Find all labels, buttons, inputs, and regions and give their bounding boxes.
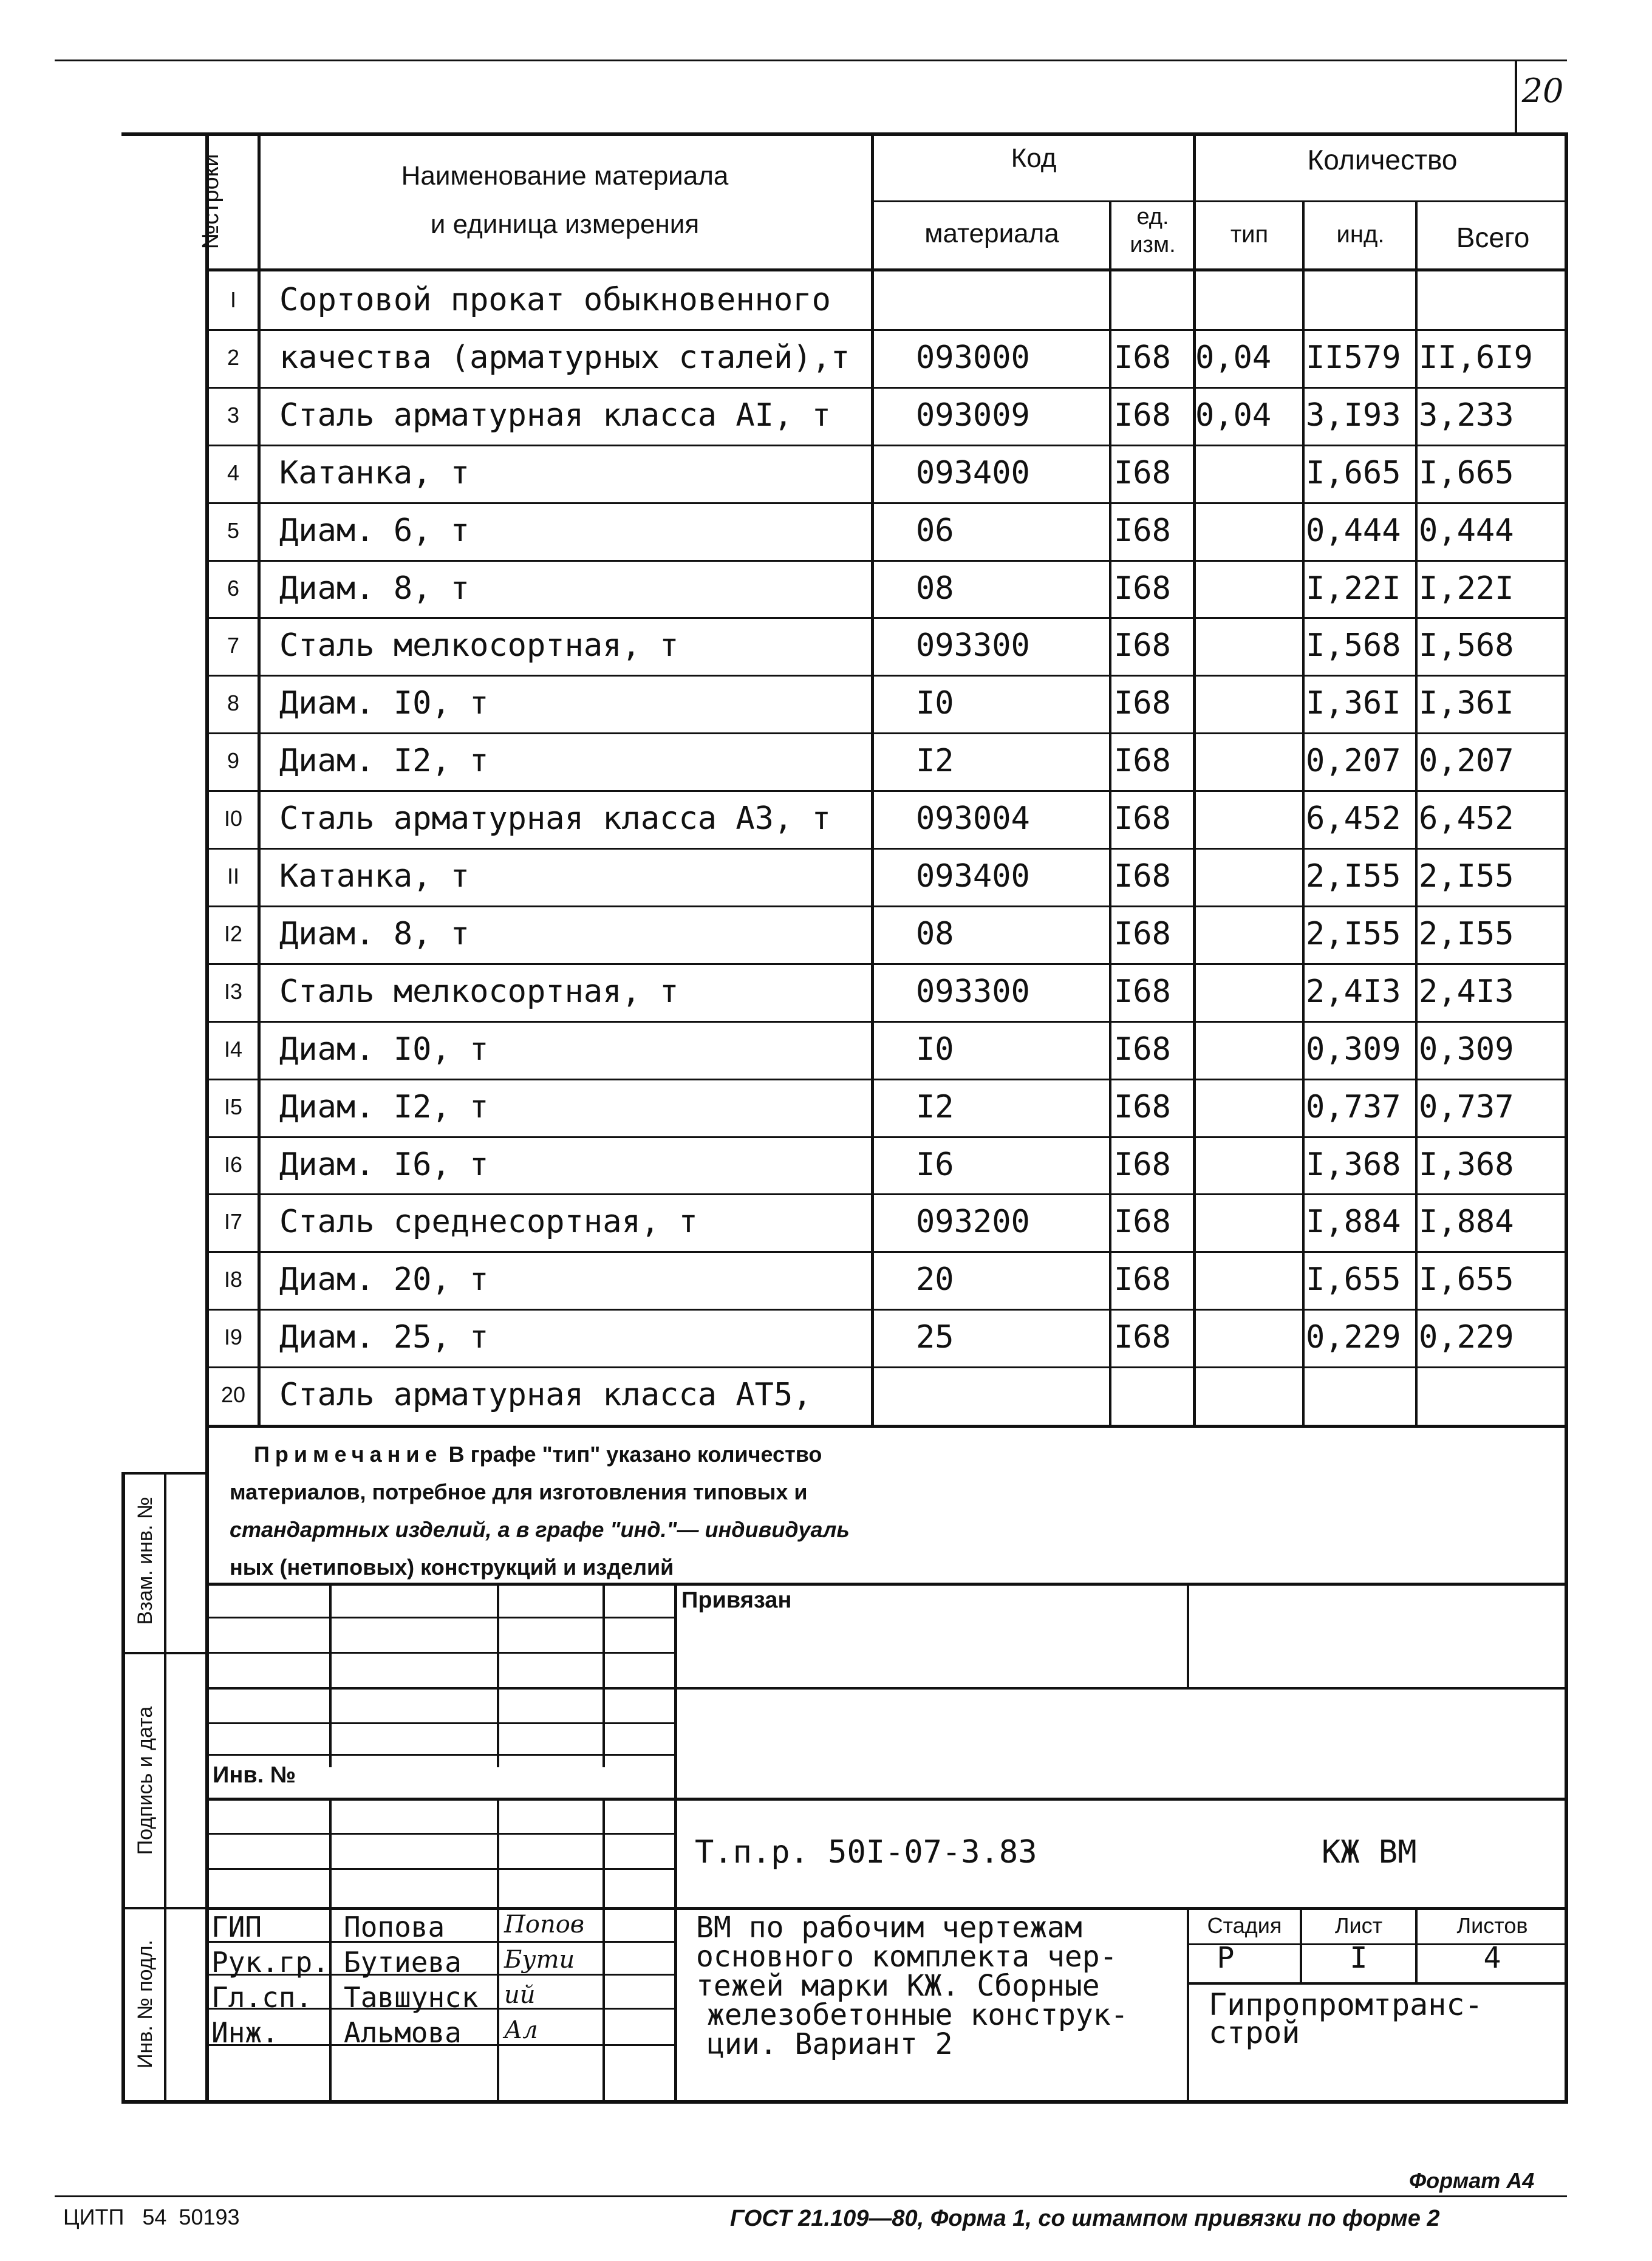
header-unit: ед. изм. — [1130, 204, 1176, 257]
material-code: 093000 — [916, 339, 1030, 376]
header-material: материала — [924, 219, 1059, 248]
header-name-line1: Наименование материала — [401, 161, 729, 191]
material-code: 06 — [916, 512, 954, 549]
row-number: 6 — [227, 575, 240, 601]
qty-total: I,665 — [1419, 454, 1514, 491]
qty-ind: 3,I93 — [1306, 397, 1401, 434]
material-name: Диам. 8, т — [279, 570, 470, 607]
material-name: Сталь арматурная класса АТ5, — [279, 1377, 812, 1414]
header-typ: тип — [1230, 221, 1269, 248]
material-code: 093400 — [916, 858, 1030, 895]
qty-total: I,884 — [1419, 1204, 1514, 1241]
stamp-title-line1: ВМ по рабочим чертежам — [696, 1911, 1082, 1945]
qty-total: 0,229 — [1419, 1319, 1514, 1356]
material-name: Диам. 8, т — [279, 915, 470, 952]
row-number: I5 — [224, 1094, 243, 1119]
unit-code: I68 — [1114, 454, 1171, 491]
row-number: 2 — [227, 344, 240, 370]
material-code: 093400 — [916, 454, 1030, 491]
person-signature: ий — [504, 1981, 536, 2009]
unit-code: I68 — [1114, 800, 1171, 837]
person-signature: Попов — [504, 1911, 585, 1939]
material-name: Диам. I0, т — [279, 685, 489, 722]
qty-typ: 0,04 — [1195, 339, 1272, 376]
material-code: I0 — [916, 1031, 954, 1068]
row-number: II — [227, 864, 239, 888]
stamp-sheets: 4 — [1483, 1941, 1501, 1975]
unit-code: I68 — [1114, 1031, 1171, 1068]
qty-total: 6,452 — [1419, 800, 1514, 837]
unit-code: I68 — [1114, 1204, 1171, 1241]
qty-ind: 0,229 — [1306, 1319, 1401, 1356]
note — [230, 1436, 1080, 1586]
qty-total: 0,444 — [1419, 512, 1514, 549]
qty-ind: II579 — [1306, 339, 1401, 376]
row-number: I4 — [224, 1036, 243, 1062]
note-line2: материалов, потребное для изготовления типовых и — [230, 1479, 808, 1504]
stamp-title-line3: тежей марки КЖ. Сборные — [696, 1969, 1100, 2003]
qty-total: 2,4I3 — [1419, 973, 1514, 1010]
header-ind: инд. — [1336, 221, 1385, 248]
stamp-stage-label: Стадия — [1207, 1913, 1282, 1938]
header-total: Всего — [1456, 222, 1530, 253]
row-number: I2 — [224, 921, 243, 946]
stamp-title-line4: железобетонные конструк- — [707, 1998, 1128, 2032]
material-name: Диам. 20, т — [279, 1261, 489, 1298]
qty-ind: I,22I — [1306, 570, 1401, 607]
row-number: 4 — [227, 460, 240, 485]
material-name: Сталь мелкосортная, т — [279, 973, 679, 1010]
stamp-sheet: I — [1350, 1941, 1368, 1975]
header-code: Код — [1011, 143, 1057, 173]
qty-total: 0,207 — [1419, 743, 1514, 780]
stamp-sheets-label: Листов — [1456, 1913, 1528, 1938]
note-line3: стандартных изделий, а в графе "инд."— индивидуаль — [230, 1517, 850, 1542]
material-name: Катанка, т — [279, 858, 470, 895]
qty-ind: I,655 — [1306, 1261, 1401, 1298]
stamp-stage: Р — [1217, 1941, 1235, 1975]
material-code: I0 — [916, 685, 954, 722]
unit-code: I68 — [1114, 915, 1171, 952]
material-name: Катанка, т — [279, 454, 470, 491]
person-role: Гл.сп. — [211, 1981, 313, 2014]
material-name: Диам. 25, т — [279, 1319, 489, 1356]
qty-ind: I,884 — [1306, 1204, 1401, 1241]
row-number: 9 — [227, 748, 240, 774]
qty-total: 0,309 — [1419, 1031, 1514, 1068]
footer-gost: ГОСТ 21.109—80, Форма 1, со штампом привязки по форме 2 — [730, 2206, 1440, 2231]
row-number: 8 — [227, 691, 240, 716]
qty-total: I,36I — [1419, 685, 1514, 722]
qty-typ: 0,04 — [1195, 397, 1272, 434]
material-name: Диам. I0, т — [279, 1031, 489, 1068]
unit-code: I68 — [1114, 1146, 1171, 1183]
row-number: I8 — [224, 1267, 243, 1292]
stamp-sheet-label: Лист — [1334, 1913, 1383, 1938]
header-name — [261, 152, 869, 249]
person-signature: Ал — [504, 2016, 538, 2044]
row-number: I6 — [224, 1151, 243, 1177]
qty-ind: 0,444 — [1306, 512, 1401, 549]
material-code: 093004 — [916, 800, 1030, 837]
material-code: 08 — [916, 570, 954, 607]
material-name: Сталь арматурная класса А3, т — [279, 800, 831, 837]
note-line1 — [230, 1436, 1080, 1473]
row-number: 20 — [220, 1382, 246, 1408]
person-name: Бутиева — [344, 1946, 462, 1979]
material-name: Сталь арматурная класса АI, т — [279, 397, 831, 434]
material-code: 093200 — [916, 1204, 1030, 1241]
note-line4: ных (нетиповых) конструкций и изделий — [230, 1555, 674, 1580]
unit-code: I68 — [1114, 339, 1171, 376]
material-code: 093009 — [916, 397, 1030, 434]
material-name: Диам. I2, т — [279, 1088, 489, 1125]
stamp-org-line1: Гипропромтранс- — [1209, 1987, 1483, 2022]
footer-left: ЦИТП 54 50193 — [63, 2205, 240, 2229]
qty-total: 2,I55 — [1419, 915, 1514, 952]
qty-ind: I,36I — [1306, 685, 1401, 722]
header-name-line2: и единица измерения — [430, 210, 700, 239]
person-role: Рук.гр. — [211, 1946, 329, 1979]
row-number: 5 — [227, 517, 240, 543]
unit-code: I68 — [1114, 1319, 1171, 1356]
qty-ind: 0,207 — [1306, 743, 1401, 780]
material-code: I2 — [916, 1088, 954, 1125]
note-label: Примечание — [254, 1442, 443, 1467]
header-quantity: Количество — [1307, 144, 1458, 176]
material-code: I6 — [916, 1146, 954, 1183]
qty-total: I,568 — [1419, 627, 1514, 664]
unit-code: I68 — [1114, 1088, 1171, 1125]
stamp-mark: КЖ ВМ — [1322, 1834, 1417, 1871]
unit-code: I68 — [1114, 512, 1171, 549]
row-number: 3 — [227, 402, 240, 428]
qty-total: I,22I — [1419, 570, 1514, 607]
material-code: 20 — [916, 1261, 954, 1298]
note-text1: В графе "тип" указано количество — [448, 1442, 822, 1467]
qty-total: 0,737 — [1419, 1088, 1514, 1125]
material-code: 093300 — [916, 627, 1030, 664]
stamp-org-line2: строй — [1209, 2015, 1300, 2050]
stamp-inv-no: Инв. № — [213, 1762, 296, 1788]
material-code: 093300 — [916, 973, 1030, 1010]
material-code: 08 — [916, 915, 954, 952]
material-name: Диам. 6, т — [279, 512, 470, 549]
qty-ind: 6,452 — [1306, 800, 1401, 837]
unit-code: I68 — [1114, 397, 1171, 434]
unit-code: I68 — [1114, 627, 1171, 664]
unit-code: I68 — [1114, 570, 1171, 607]
person-role: Инж. — [211, 2016, 279, 2049]
header-row-number: №строки — [198, 154, 224, 250]
person-name: Тавшунск — [344, 1981, 479, 2014]
qty-ind: I,568 — [1306, 627, 1401, 664]
qty-ind: I,665 — [1306, 454, 1401, 491]
stamp-doc-code: Т.п.р. 50I-07-3.83 — [695, 1834, 1037, 1871]
person-signature: Бути — [504, 1946, 575, 1974]
material-name: Сталь среднесортная, т — [279, 1204, 698, 1241]
stamp-title-line5: ции. Вариант 2 — [707, 2027, 953, 2061]
person-name: Попова — [344, 1911, 445, 1943]
row-number: I0 — [224, 806, 243, 831]
row-number: I — [230, 287, 236, 312]
qty-total: 2,I55 — [1419, 858, 1514, 895]
unit-code: I68 — [1114, 973, 1171, 1010]
row-number: I9 — [224, 1325, 243, 1350]
page-number: 20 — [1521, 72, 1564, 110]
material-name: качества (арматурных сталей),т — [279, 339, 850, 376]
unit-code: I68 — [1114, 858, 1171, 895]
stamp-title — [696, 1913, 1128, 2059]
side-vzam: Взам. инв. № — [134, 1496, 157, 1625]
qty-ind: 2,I55 — [1306, 858, 1401, 895]
qty-total: I,655 — [1419, 1261, 1514, 1298]
person-name: Альмова — [344, 2016, 462, 2049]
qty-ind: I,368 — [1306, 1146, 1401, 1183]
material-name: Диам. I2, т — [279, 743, 489, 780]
qty-ind: 2,I55 — [1306, 915, 1401, 952]
material-name: Сортовой прокат обыкновенного — [279, 282, 831, 318]
qty-total: 3,233 — [1419, 397, 1514, 434]
unit-code: I68 — [1114, 685, 1171, 722]
row-number: 7 — [227, 633, 240, 658]
footer-format: Формат А4 — [1409, 2168, 1535, 2193]
qty-total: II,6I9 — [1419, 339, 1533, 376]
stamp-title-line2: основного комплекта чер- — [696, 1940, 1118, 1974]
unit-code: I68 — [1114, 743, 1171, 780]
material-name: Диам. I6, т — [279, 1146, 489, 1183]
side-inv: Инв. № подл. — [134, 1940, 157, 2068]
qty-ind: 2,4I3 — [1306, 973, 1401, 1010]
stamp-privyazan: Привязан — [681, 1587, 792, 1613]
person-role: ГИП — [211, 1911, 262, 1943]
row-number: I3 — [224, 978, 243, 1004]
row-number: I7 — [224, 1209, 243, 1235]
qty-ind: 0,737 — [1306, 1088, 1401, 1125]
unit-code: I68 — [1114, 1261, 1171, 1298]
side-podpis: Подпись и дата — [134, 1706, 157, 1855]
qty-ind: 0,309 — [1306, 1031, 1401, 1068]
material-code: I2 — [916, 743, 954, 780]
material-name: Сталь мелкосортная, т — [279, 627, 679, 664]
material-code: 25 — [916, 1319, 954, 1356]
stamp-org — [1209, 1987, 1483, 2050]
qty-total: I,368 — [1419, 1146, 1514, 1183]
